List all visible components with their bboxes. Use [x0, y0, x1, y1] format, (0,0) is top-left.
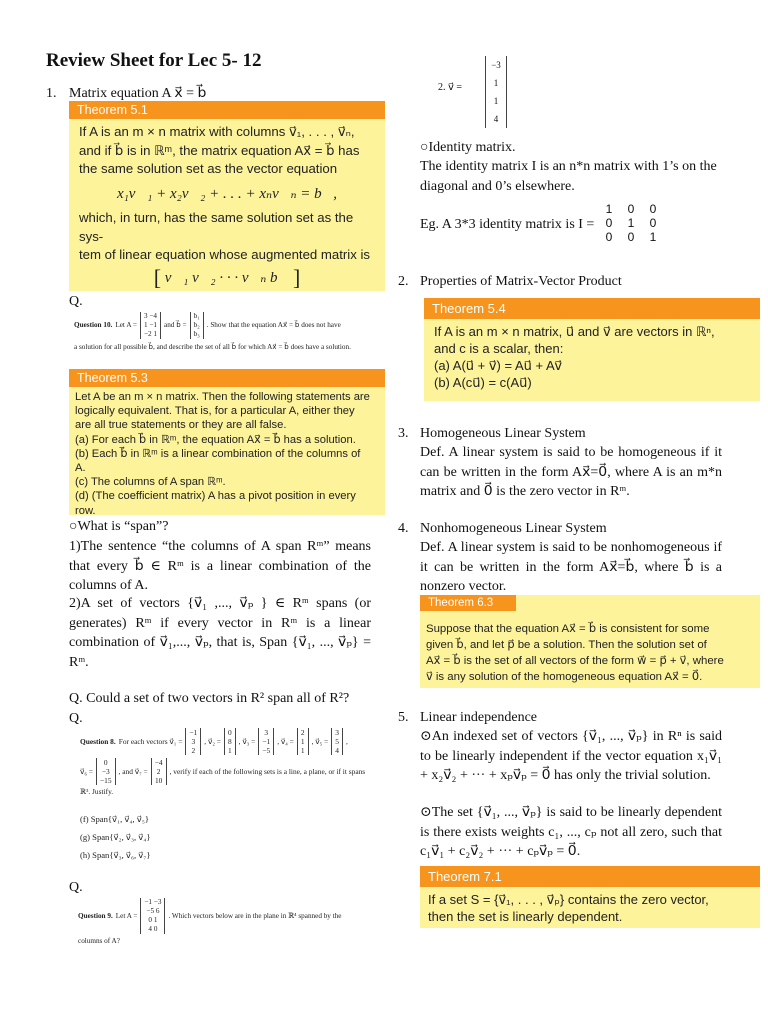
vector-entry: 2 — [191, 746, 196, 755]
item-1-label: Matrix equation A x⃗ = b⃗ — [69, 86, 207, 101]
identity-matrix — [598, 202, 664, 244]
theorem-5-3-header: Theorem 5.3 — [69, 369, 385, 387]
theorem-5-1-equation: x₁v⃗₁ + x₂v⃗₂ + . . . + xₙv⃗ₙ = b⃗, — [116, 185, 338, 202]
vector-v5 — [331, 728, 343, 755]
vector-entry: 0 — [103, 758, 108, 767]
question-10-text: a solution for all possible b⃗, and describe the set of all b⃗ for which Ax⃗ = b⃗ does have a solution. — [74, 343, 351, 351]
matrix-row: −5 6 — [146, 907, 160, 915]
vector-v3 — [258, 728, 274, 755]
vector-entry: b₃ — [193, 330, 200, 338]
vector-v4 — [297, 728, 309, 755]
matrix-a — [140, 312, 161, 339]
question-9-label: Question 9. — [78, 911, 113, 920]
vector-v-label: 2. v⃗ = — [438, 82, 463, 93]
matrix-row: −2 1 — [143, 330, 158, 338]
question-10-text: and b⃗ = — [164, 321, 187, 329]
identity-row — [598, 230, 664, 244]
item-2-number: 2. — [398, 274, 409, 289]
identity-entry: 0 — [627, 230, 635, 244]
theorem-5-4-line: If A is an m × n matrix, u⃗ and v⃗ are vectors in ℝⁿ, — [434, 324, 715, 339]
theorem-5-1-line: which, in turn, has the same solution set as the sys- — [79, 210, 354, 244]
matrix-row: −1 −3 — [144, 898, 162, 906]
vector-entry: 4 — [493, 114, 499, 124]
theorem-7-1-body — [420, 887, 760, 929]
vector-entry: 3 — [191, 737, 196, 746]
vector-entry: −15 — [99, 776, 112, 785]
theorem-7-1-line: then the set is linearly dependent. — [428, 909, 623, 924]
theorem-7-1-box — [420, 866, 760, 928]
theorem-6-3-line: v⃗ is any solution of the homogeneous equation Ax⃗ = 0⃗. — [426, 671, 703, 683]
question-9 — [78, 898, 383, 946]
bracket-right: ] — [292, 264, 301, 290]
vector-entry: −3 — [101, 767, 110, 776]
item-5-label: Linear independence — [420, 710, 537, 725]
question-9-text: columns of A? — [78, 937, 120, 945]
theorem-5-3-line: row. — [75, 504, 96, 517]
matrix-row: 1 −1 — [143, 321, 158, 329]
item-4-number: 4. — [398, 521, 409, 536]
vector-entry: 1 — [300, 746, 305, 755]
theorem-5-1-box — [69, 101, 385, 291]
theorem-5-1-line: tem of linear equation whose augmented matrix is — [79, 247, 371, 262]
vector-v7 — [151, 758, 167, 785]
theorem-5-3-line: logically equivalent. That is, for a particular A, either they — [75, 405, 355, 418]
vector-entry: −1 — [189, 728, 198, 737]
theorem-5-3-line: are all true statements or they are all false. — [75, 419, 287, 432]
theorem-5-3-line: (b) Each b⃗ in ℝᵐ is a linear combination of the columns of — [75, 447, 361, 460]
question-span-r2: Q. Could a set of two vectors in R² span all of R²? — [69, 691, 350, 706]
question-label: Q. — [69, 711, 83, 726]
vector-v6 — [96, 758, 116, 785]
question-10 — [74, 312, 384, 352]
theorem-5-3-line: A. — [75, 462, 86, 475]
identity-entry: 0 — [627, 202, 635, 216]
identity-entry: 1 — [649, 230, 657, 244]
theorem-5-4-box — [424, 298, 760, 401]
item-4-label: Nonhomogeneous Linear System — [420, 521, 607, 536]
question-8-part-h: (h) Span{v⃗₃, v⃗₆, v⃗₇} — [80, 850, 151, 860]
item-4-definition: Def. A linear system is said to be nonhomogeneous if it can be written in the form Ax⃗=b⃗, where b⃗ is a nonzero vector. — [420, 540, 722, 594]
vector-b — [190, 312, 204, 339]
augmented-matrix — [79, 264, 375, 290]
matrix-row: 4 0 — [148, 925, 158, 933]
span-paragraph-2: 2)A set of vectors {v⃗₁ ,..., v⃗ₚ } ∈ Rᵐ spans (or generates) Rᵐ if every vector in Rᵐ is a linear combination of v⃗₁,..., v⃗ₚ, that is, Span {v⃗₁, ..., v⃗ₚ} = Rᵐ. — [69, 596, 371, 670]
question-8-text: ℝ³. Justify. — [80, 787, 114, 796]
question-8-text: For each vectors v⃗₁ = — [118, 737, 183, 746]
theorem-5-3-box — [69, 369, 385, 515]
theorem-6-3-box — [420, 595, 760, 688]
question-8-text: , verify if each of the following sets is a line, a plane, or if it spans — [169, 767, 366, 776]
matrix-a — [140, 898, 165, 934]
vector-v1 — [185, 728, 201, 755]
vector-entry: 8 — [227, 737, 232, 746]
question-label: Q. — [69, 880, 83, 895]
theorem-5-4-line: (b) A(cu⃗) = c(Au⃗) — [434, 375, 532, 390]
item-1-number: 1. — [46, 86, 57, 101]
theorem-6-3-line: given b⃗, and let p⃗ be a solution. Then the solution set of — [426, 639, 707, 651]
augmented-matrix-content: v⃗₁ v⃗₂ · · · v⃗ₙ b⃗ — [164, 269, 290, 286]
question-8-label: Question 8. — [80, 737, 116, 746]
theorem-5-3-body — [69, 387, 385, 521]
theorem-5-1-line: If A is an m × n matrix with columns v⃗₁, . . . , v⃗ₙ, — [79, 124, 355, 139]
identity-heading: ○Identity matrix. — [420, 140, 516, 155]
vector-entry: 5 — [335, 737, 339, 746]
vector-entry: 10 — [154, 776, 163, 785]
question-9-text: . Which vectors below are in the plane in ℝ⁴ spanned by the — [168, 911, 342, 920]
identity-entry: 0 — [649, 202, 657, 216]
identity-definition: The identity matrix I is an n*n matrix with 1’s on the diagonal and 0’s elsewhere. — [420, 159, 717, 194]
question-8: Question 8. For each vectors v⃗₁ = −1 3 2 , v⃗₂ = 0 8 1 , v⃗₃ = 3 −1 −5 , v⃗₄ = 2 1 1 , v⃗₅ = 3 5 4 , v⃗₆ = 0 −3 −15 , and v⃗₇ = −4 2 10 , verify if each of the following sets is a line, a plane, or if it spans ℝ³. Justify. — [80, 728, 380, 796]
item-2-label: Properties of Matrix-Vector Product — [420, 274, 622, 289]
theorem-5-3-line: (a) For each b⃗ in ℝᵐ, the equation Ax⃗ = b⃗ has a solution. — [75, 433, 356, 446]
vector-v — [485, 56, 507, 128]
theorem-5-4-line: and c is a scalar, then: — [434, 341, 564, 356]
vector-entry: −5 — [262, 746, 271, 755]
span-paragraph-1: 1)The sentence “the columns of A span Rᵐ” means that every b⃗ ∈ Rᵐ is a linear combination of the columns of A. — [69, 539, 371, 593]
question-10-label: Question 10. — [74, 321, 113, 329]
identity-entry: 0 — [605, 216, 613, 230]
theorem-6-3-body — [420, 611, 760, 689]
item-5-paragraph-2: ⊙The set {v⃗₁, ..., v⃗ₚ} is said to be linearly dependent is there exists weights c₁, ..., cₚ not all zero, such that c₁v⃗₁ + c₂v⃗₂ + ··· + cₚv⃗ₚ = 0⃗. — [420, 805, 722, 859]
vector-entry: b₂ — [193, 321, 200, 329]
theorem-6-3-line: Ax⃗ = b⃗ is the set of all vectors of the form w⃗ = p⃗ + v⃗, where — [426, 655, 724, 667]
question-9-text: Let A = — [115, 911, 138, 920]
bracket-left: [ — [153, 264, 162, 290]
vector-entry: 4 — [335, 746, 339, 755]
identity-entry: 0 — [605, 230, 613, 244]
identity-entry: 0 — [649, 216, 657, 230]
theorem-5-1-header: Theorem 5.1 — [69, 101, 385, 119]
vector-v2 — [224, 728, 236, 755]
identity-entry: 1 — [627, 216, 635, 230]
vector-entry: 3 — [335, 728, 339, 737]
identity-row — [598, 202, 664, 216]
vector-entry: b₁ — [193, 312, 200, 320]
theorem-5-4-header: Theorem 5.4 — [424, 298, 760, 319]
vector-entry: 2 — [156, 767, 161, 776]
vector-entry: 3 — [264, 728, 269, 737]
theorem-6-3-line: Suppose that the equation Ax⃗ = b⃗ is consistent for some — [426, 623, 710, 635]
matrix-row: 3 −4 — [143, 312, 158, 320]
theorem-5-3-line: (d) (The coefficient matrix) A has a pivot position in every — [75, 490, 356, 503]
vector-entry: 2 — [300, 728, 305, 737]
vector-entry: 1 — [300, 737, 305, 746]
theorem-5-1-body — [69, 119, 385, 293]
identity-entry: 1 — [605, 202, 613, 216]
item-5-number: 5. — [398, 710, 409, 725]
question-10-text: . Show that the equation Ax⃗ = b⃗ does not have — [206, 321, 341, 329]
theorem-5-3-line: (c) The columns of A span ℝᵐ. — [75, 476, 226, 489]
vector-entry: −1 — [262, 737, 271, 746]
item-3-number: 3. — [398, 426, 409, 441]
item-3-label: Homogeneous Linear System — [420, 426, 586, 441]
theorem-5-4-body — [424, 319, 760, 395]
theorem-5-3-line: Let A be an m × n matrix. Then the following statements are — [75, 391, 370, 403]
identity-example: Eg. A 3*3 identity matrix is I = — [420, 217, 595, 232]
page-title: Review Sheet for Lec 5- 12 — [46, 50, 262, 71]
question-label: Q. — [69, 294, 83, 309]
matrix-row: 0 1 — [148, 916, 158, 924]
theorem-7-1-line: If a set S = {v⃗₁, . . . , v⃗ₚ} contains the zero vector, — [428, 892, 709, 907]
theorem-5-1-line: the same solution set as the vector equation — [79, 161, 338, 176]
vector-entry: −3 — [491, 60, 501, 70]
vector-entry: −4 — [154, 758, 163, 767]
vector-entry: 1 — [227, 746, 232, 755]
theorem-7-1-header: Theorem 7.1 — [420, 866, 760, 887]
question-8-parts — [80, 810, 150, 864]
question-8-part-g: (g) Span{v⃗₂, v⃗₃, v⃗₄} — [80, 832, 151, 842]
question-8-part-f: (f) Span{v⃗₁, v⃗₄, v⃗₅} — [80, 814, 150, 824]
question-10-text: Let A = — [115, 321, 137, 329]
vector-entry: 1 — [493, 78, 499, 88]
theorem-5-1-line: and if b⃗ is in ℝᵐ, the matrix equation Ax⃗ = b⃗ has — [79, 142, 360, 158]
theorem-5-4-line: (a) A(u⃗ + v⃗) = Au⃗ + Av⃗ — [434, 358, 563, 373]
vector-entry: 0 — [227, 728, 232, 737]
identity-row — [598, 216, 664, 230]
span-heading: ○What is “span”? — [69, 519, 169, 534]
theorem-6-3-header: Theorem 6.3 — [420, 595, 516, 611]
item-5-paragraph-1: ⊙An indexed set of vectors {v⃗₁, ..., v⃗ₚ} in Rⁿ is said to be linearly independent if the vector equation x₁v⃗₁ + x₂v⃗₂ + ··· + xₚv⃗ₚ = 0⃗ has only the trivial solution. — [420, 729, 722, 783]
item-3-definition: Def. A linear system is said to be homogeneous if it can be written in the form Ax⃗=0⃗, where A is an m*n matrix and 0⃗ is the zero vector in Rᵐ. — [420, 445, 722, 499]
vector-entry: 1 — [493, 96, 499, 106]
